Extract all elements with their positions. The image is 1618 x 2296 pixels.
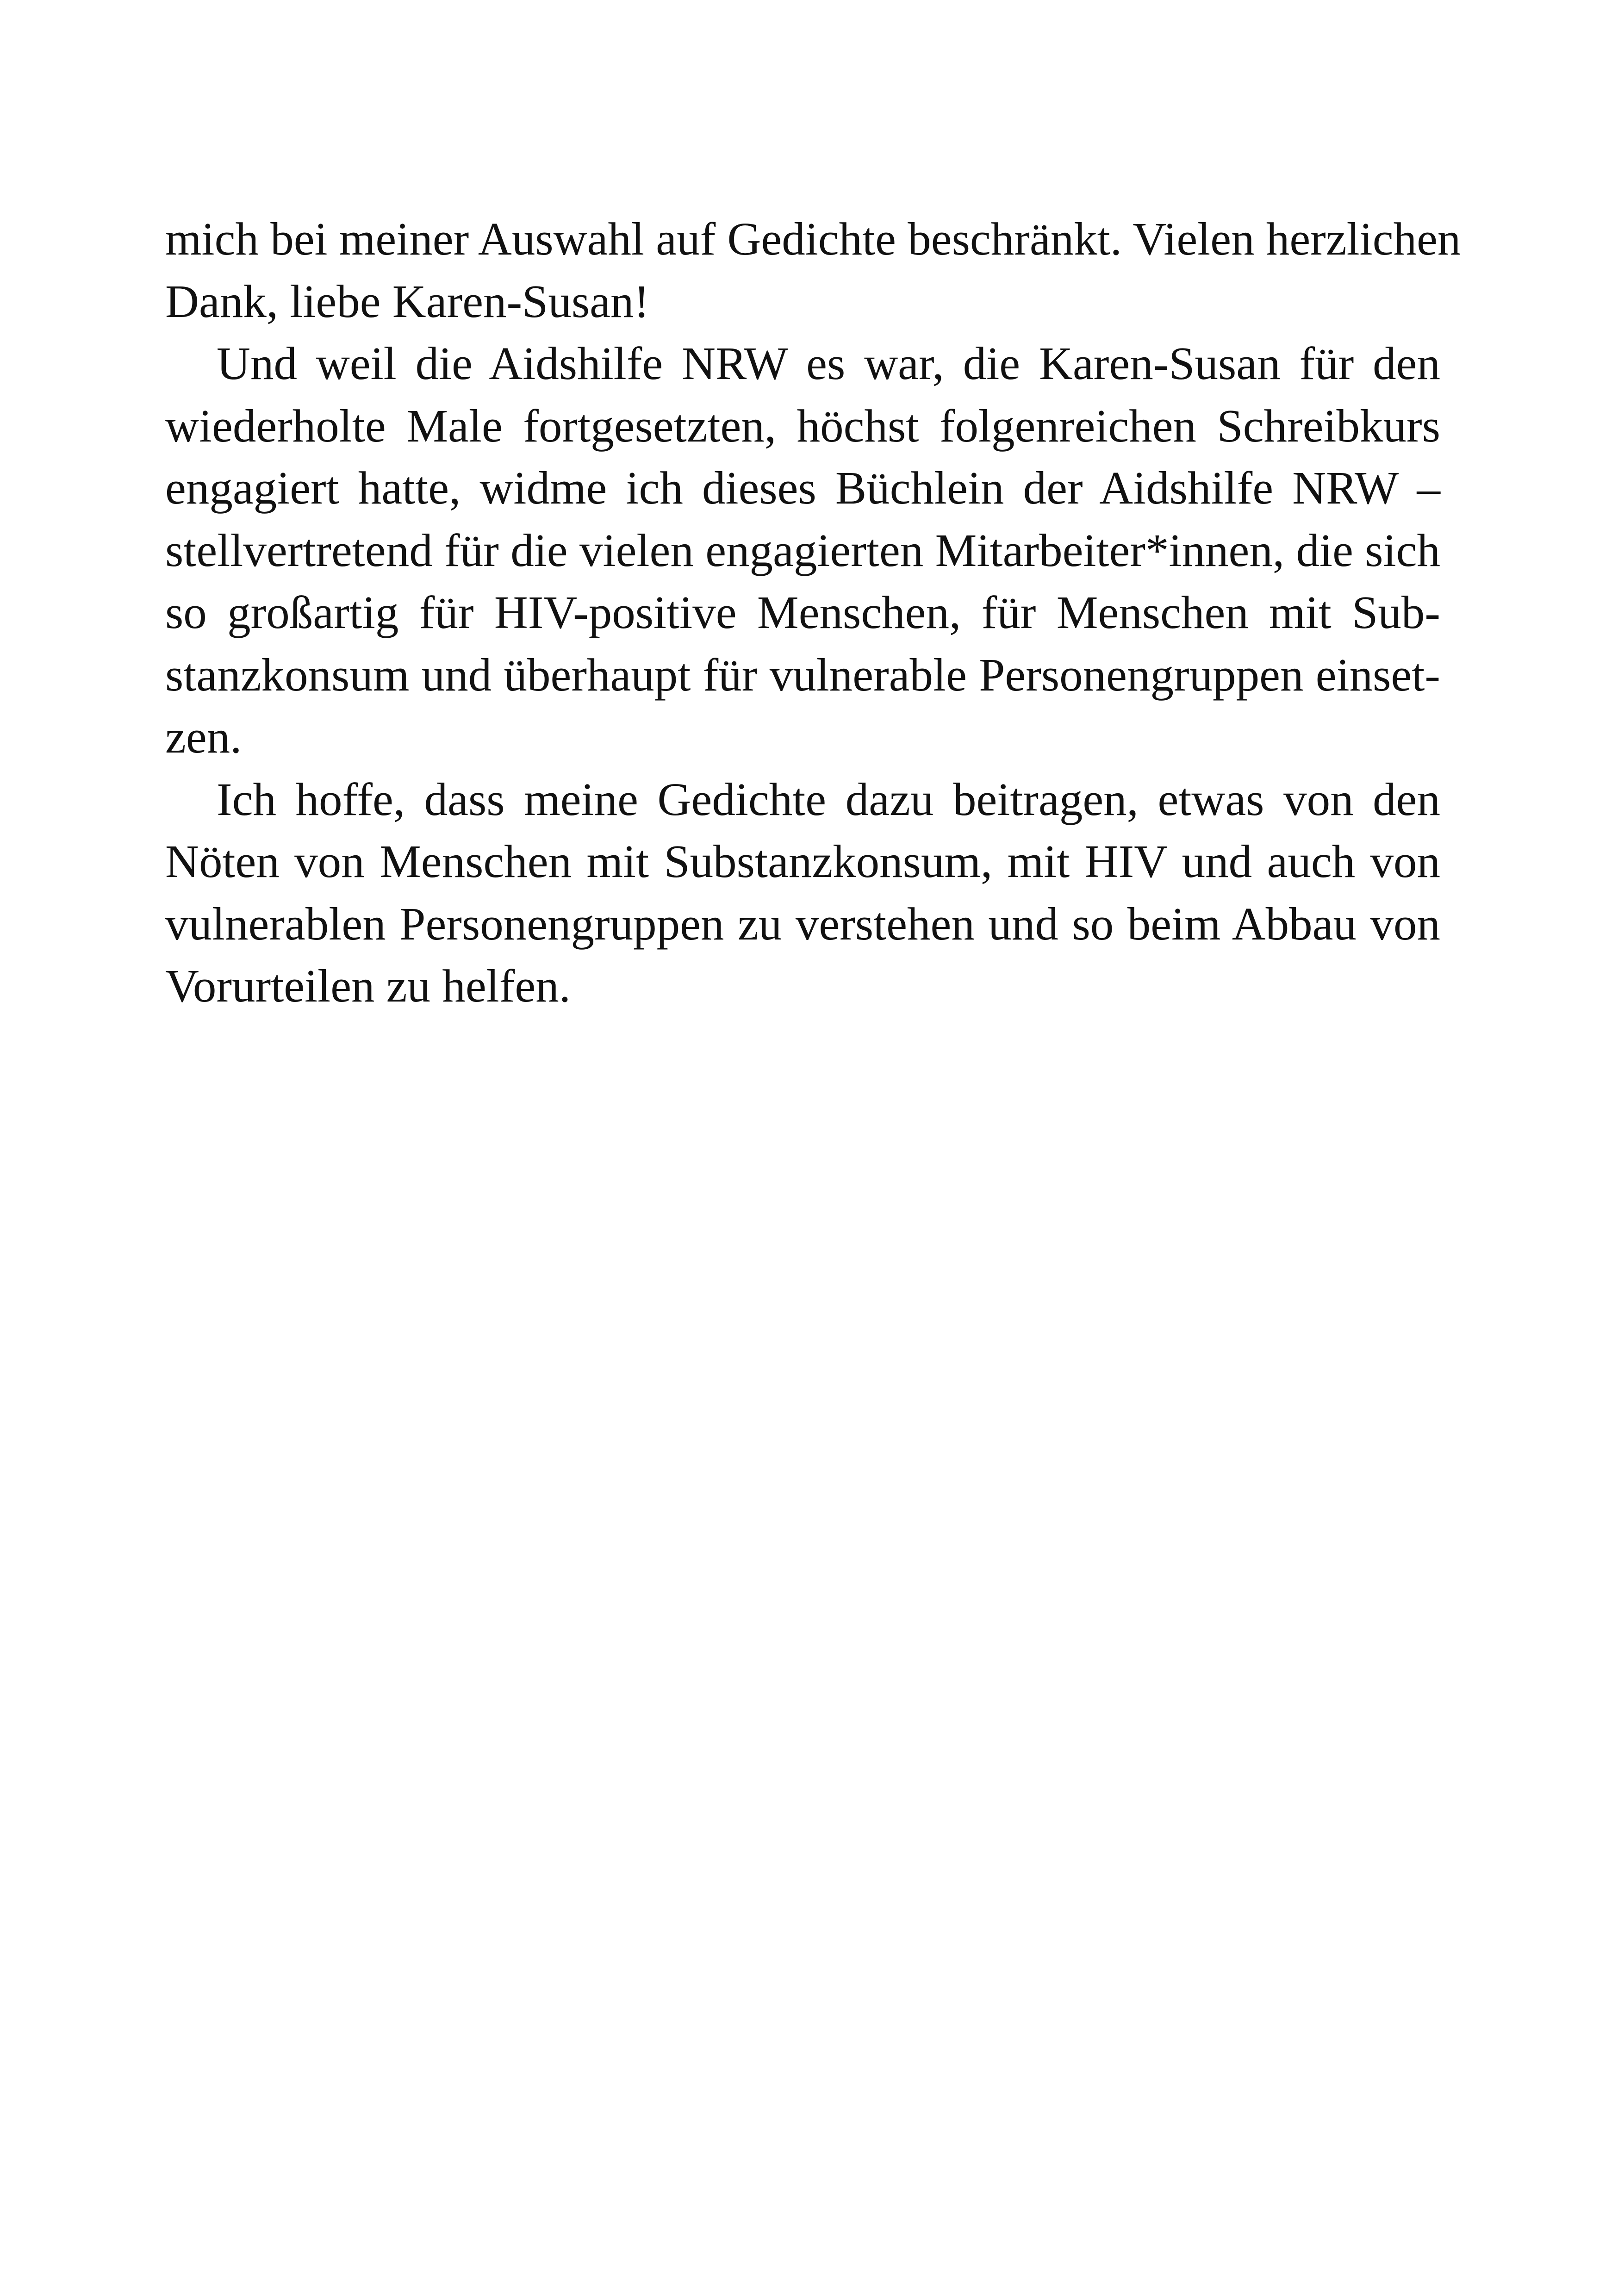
text-line: wiederholte Male fortgesetzten, höchst folgenreichen Schreibkurs xyxy=(165,399,1440,452)
paragraph-start-line: Und weil die Aidshilfe NRW es war, die Karen-Susan für den xyxy=(217,337,1440,389)
paragraph-start-line: Ich hoffe, dass meine Gedichte dazu beitragen, etwas von den xyxy=(217,773,1440,825)
text-line: so großartig für HIV-positive Menschen, für Menschen mit Sub- xyxy=(165,586,1440,638)
text-line: Nöten von Menschen mit Substanzkonsum, mit HIV und auch von xyxy=(165,835,1440,887)
text-line: engagiert hatte, widme ich dieses Büchlein der Aidshilfe NRW – xyxy=(165,462,1440,514)
text-line: zen. xyxy=(165,711,242,763)
text-line: Vorurteilen zu helfen. xyxy=(165,960,571,1012)
text-line: mich bei meiner Auswahl auf Gedichte beschränkt. Vielen herzlichen xyxy=(165,213,1461,265)
text-line: stanzkonsum und überhaupt für vulnerable Personengruppen einset- xyxy=(165,648,1440,701)
text-line: vulnerablen Personengruppen zu verstehen und so beim Abbau von xyxy=(165,897,1440,950)
text-line: stellvertretend für die vielen engagierten Mitarbeiter*innen, die sich xyxy=(165,524,1440,576)
text-line: Dank, liebe Karen-Susan! xyxy=(165,275,650,327)
body-text xyxy=(165,208,1461,1017)
